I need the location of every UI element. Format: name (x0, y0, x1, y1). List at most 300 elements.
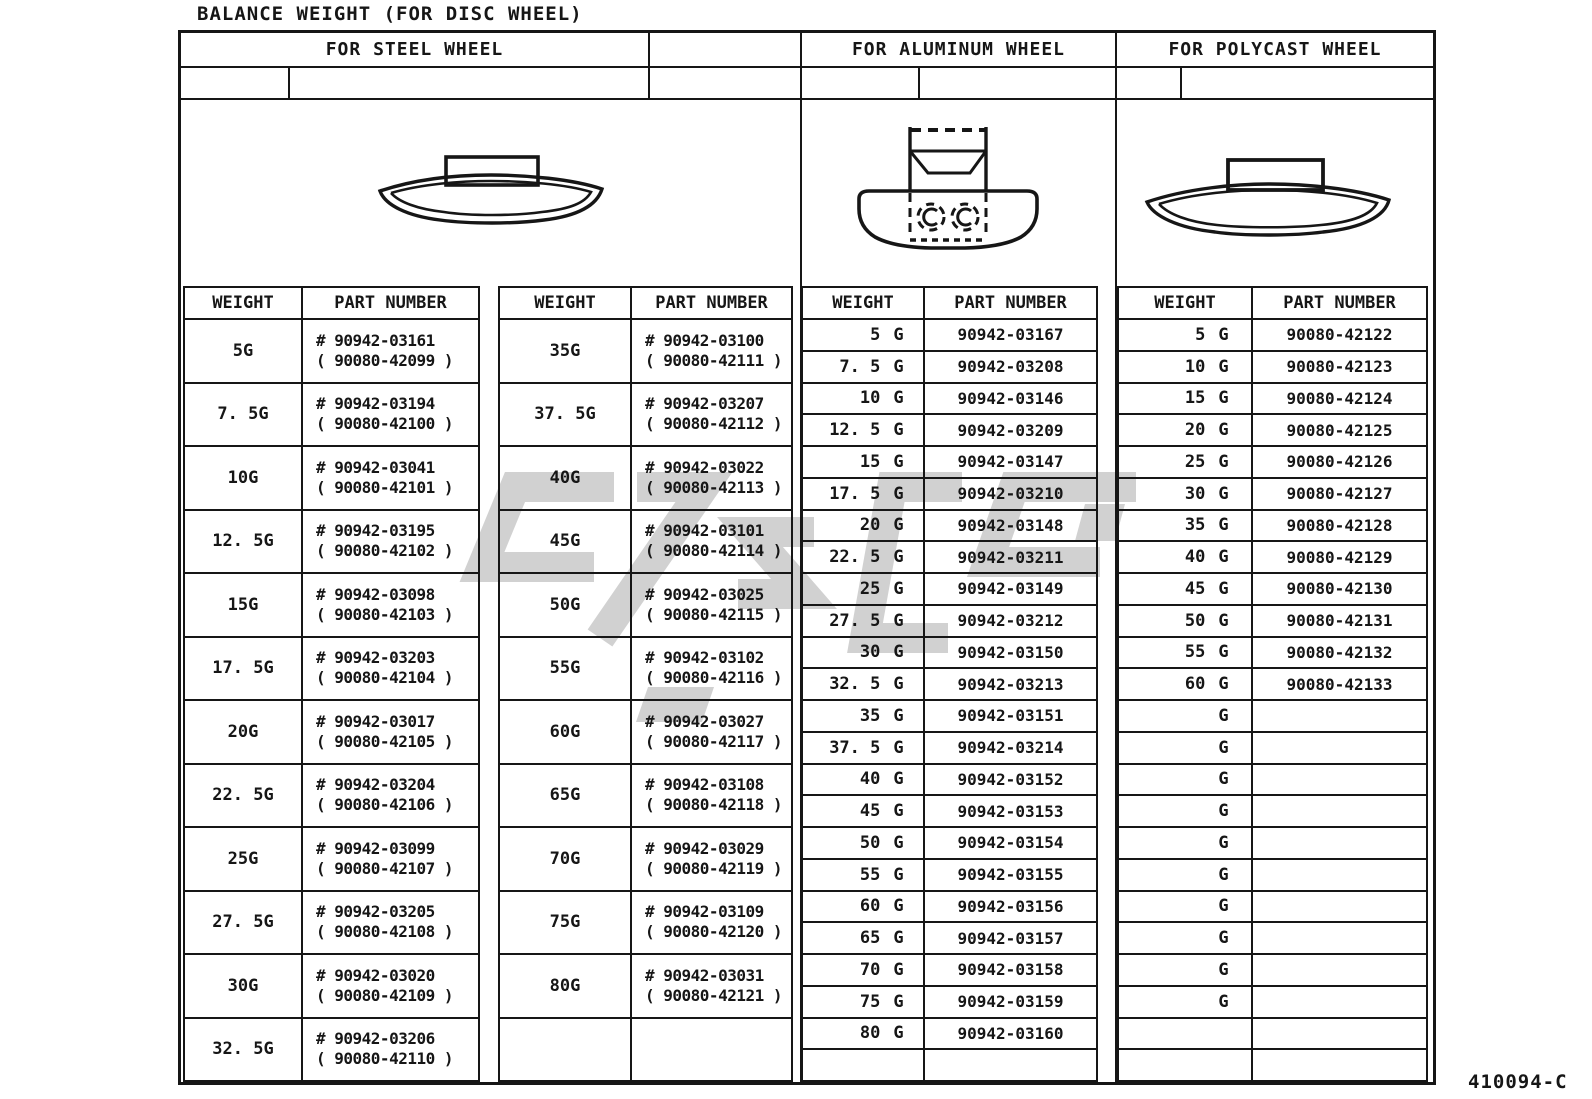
table-row (1119, 413, 1426, 445)
weight-cell: 10G (185, 447, 303, 509)
weight-cell (1119, 606, 1253, 636)
weight-unit: G (1218, 832, 1229, 853)
part-number-cell (1253, 892, 1426, 922)
weight-unit: G (893, 388, 904, 409)
weight-value: 45 (1184, 578, 1206, 599)
part-number-cell: 90942-03151 (957, 706, 1064, 726)
part-number-cell: 90942-03146 (957, 388, 1064, 408)
weight-cell (803, 638, 925, 668)
table-row (185, 763, 478, 827)
weight-value: 40 (1184, 547, 1206, 568)
weight-value: 7. 5 (839, 356, 881, 377)
steel-weight-diagram (376, 155, 606, 233)
weight-cell (1119, 1050, 1253, 1080)
part-number-cell (1253, 923, 1426, 953)
part-number-line: ( 90080-42116 ) (645, 668, 782, 688)
part-number-cell: 90080-42125 (1286, 420, 1393, 440)
part-number-cell (632, 828, 791, 890)
part-number-line: ( 90080-42100 ) (316, 414, 453, 434)
weight-unit: G (1218, 642, 1229, 663)
table-row (803, 858, 1096, 890)
divider-line (181, 98, 1433, 100)
weight-cell (803, 606, 925, 636)
part-number-cell: 90080-42133 (1286, 674, 1393, 694)
weight-unit: G (1218, 737, 1229, 758)
part-number-line: # 90942-03109 (645, 902, 764, 922)
part-number-line: ( 90080-42113 ) (645, 477, 782, 497)
table-row (1119, 699, 1426, 731)
weight-cell (803, 320, 925, 350)
table-row (803, 890, 1096, 922)
part-number-cell: 90942-03153 (957, 801, 1064, 821)
steel-weight-table-1 (183, 286, 480, 1082)
weight-cell: 15G (185, 574, 303, 636)
column-header-weight: WEIGHT (1119, 288, 1253, 318)
part-number-cell: 90942-03149 (957, 579, 1064, 599)
part-number-line: # 90942-03029 (645, 838, 764, 858)
weight-value: 17. 5 (829, 483, 881, 504)
weight-cell: 40G (500, 447, 632, 509)
column-header-row (1119, 288, 1426, 320)
weight-unit: G (1218, 991, 1229, 1012)
part-number-cell (632, 574, 791, 636)
weight-unit: G (893, 801, 904, 822)
part-number-cell (632, 892, 791, 954)
weight-value: 25 (859, 578, 881, 599)
table-row (185, 509, 478, 573)
part-number-line: ( 90080-42114 ) (645, 541, 782, 561)
column-header-weight: WEIGHT (500, 288, 632, 318)
weight-unit: G (893, 896, 904, 917)
part-number-cell: 90080-42130 (1286, 579, 1393, 599)
weight-cell (803, 352, 925, 382)
weight-unit: G (893, 705, 904, 726)
weight-unit: G (1218, 959, 1229, 980)
weight-unit: G (893, 928, 904, 949)
part-number-cell (1253, 860, 1426, 890)
table-row (1119, 953, 1426, 985)
table-rows (803, 320, 1096, 1080)
part-number-cell: 90942-03209 (957, 420, 1064, 440)
weight-cell (803, 415, 925, 445)
weight-unit: G (1218, 610, 1229, 631)
weight-value: 35 (1184, 515, 1206, 536)
weight-unit: G (1218, 420, 1229, 441)
table-row (1119, 320, 1426, 350)
table-row (803, 477, 1096, 509)
weight-unit: G (1218, 451, 1229, 472)
table-row (803, 445, 1096, 477)
weight-cell: 5G (185, 320, 303, 382)
table-row (803, 667, 1096, 699)
weight-cell: 27. 5G (185, 892, 303, 954)
part-number-line: # 90942-03206 (316, 1029, 435, 1049)
column-header-row (803, 288, 1096, 320)
weight-cell: 50G (500, 574, 632, 636)
part-number-cell: 90942-03213 (957, 674, 1064, 694)
table-row (1119, 731, 1426, 763)
weight-cell: 65G (500, 765, 632, 827)
table-row (803, 350, 1096, 382)
part-number-cell (303, 1019, 478, 1081)
part-number-cell: 90942-03155 (957, 865, 1064, 885)
part-number-line: ( 90080-42108 ) (316, 922, 453, 942)
table-row (803, 763, 1096, 795)
weight-cell: 35G (500, 320, 632, 382)
divider-line (288, 66, 290, 98)
weight-cell (1119, 765, 1253, 795)
part-number-cell: 90942-03154 (957, 833, 1064, 853)
part-number-cell: 90942-03156 (957, 896, 1064, 916)
table-row (1119, 604, 1426, 636)
weight-unit: G (893, 356, 904, 377)
weight-value: 40 (859, 769, 881, 790)
weight-cell (1119, 892, 1253, 922)
part-number-cell (303, 638, 478, 700)
table-row (500, 382, 791, 446)
weight-cell (1119, 511, 1253, 541)
part-number-cell (1253, 796, 1426, 826)
weight-value: 60 (1184, 674, 1206, 695)
part-number-cell: 90080-42131 (1286, 611, 1393, 631)
weight-value: 22. 5 (829, 547, 881, 568)
part-number-line: # 90942-03204 (316, 775, 435, 795)
weight-cell: 25G (185, 828, 303, 890)
table-row (185, 320, 478, 382)
table-row (500, 1017, 791, 1081)
weight-value: 25 (1184, 451, 1206, 472)
weight-cell (1119, 384, 1253, 414)
table-row (803, 1017, 1096, 1049)
weight-unit: G (893, 547, 904, 568)
weight-value: 70 (859, 959, 881, 980)
part-number-cell (303, 765, 478, 827)
weight-value: 30 (1184, 483, 1206, 504)
section-header-aluminum: FOR ALUMINUM WHEEL (851, 39, 1066, 60)
weight-cell (803, 892, 925, 922)
weight-value: 30 (859, 642, 881, 663)
weight-unit: G (893, 769, 904, 790)
weight-cell (500, 1019, 632, 1081)
part-number-cell: 90080-42124 (1286, 388, 1393, 408)
part-number-line: ( 90080-42109 ) (316, 985, 453, 1005)
weight-value: 55 (859, 864, 881, 885)
weight-value: 10 (1184, 356, 1206, 377)
part-number-line: # 90942-03101 (645, 521, 764, 541)
part-number-line: ( 90080-42118 ) (645, 795, 782, 815)
steel-weight-table-2 (498, 286, 793, 1082)
part-number-line: ( 90080-42111 ) (645, 350, 782, 370)
column-header-part-number: PART NUMBER (954, 293, 1067, 313)
part-number-cell (632, 955, 791, 1017)
part-number-cell (303, 955, 478, 1017)
part-number-cell: 90080-42127 (1286, 484, 1393, 504)
weight-unit: G (1218, 864, 1229, 885)
table-row (803, 699, 1096, 731)
part-number-line: ( 90080-42120 ) (645, 922, 782, 942)
table-row (803, 540, 1096, 572)
table-row (803, 921, 1096, 953)
divider-line (181, 66, 1433, 68)
part-number-line: ( 90080-42117 ) (645, 731, 782, 751)
part-number-cell (1253, 733, 1426, 763)
weight-value: 27. 5 (829, 610, 881, 631)
table-row (1119, 667, 1426, 699)
weight-unit: G (1218, 483, 1229, 504)
weight-value: 20 (859, 515, 881, 536)
weight-cell (1119, 860, 1253, 890)
table-row (500, 826, 791, 890)
weight-unit: G (1218, 356, 1229, 377)
weight-cell: 32. 5G (185, 1019, 303, 1081)
weight-cell: 30G (185, 955, 303, 1017)
part-number-line: # 90942-03022 (645, 457, 764, 477)
table-row (185, 572, 478, 636)
part-number-line: ( 90080-42112 ) (645, 414, 782, 434)
part-number-line: # 90942-03099 (316, 838, 435, 858)
part-number-cell (1253, 765, 1426, 795)
table-row (803, 604, 1096, 636)
part-number-line: # 90942-03194 (316, 394, 435, 414)
part-number-cell: 90080-42128 (1286, 515, 1393, 535)
weight-cell (1119, 1019, 1253, 1049)
table-row (500, 953, 791, 1017)
part-number-cell: 90942-03208 (957, 357, 1064, 377)
table-row (803, 636, 1096, 668)
weight-cell (803, 574, 925, 604)
weight-unit: G (1218, 705, 1229, 726)
table-row (500, 636, 791, 700)
weight-unit: G (1218, 928, 1229, 949)
weight-unit: G (893, 483, 904, 504)
part-number-cell (1253, 1019, 1426, 1049)
part-number-line: ( 90080-42101 ) (316, 477, 453, 497)
part-number-cell: 90942-03211 (957, 547, 1064, 567)
weight-unit: G (893, 642, 904, 663)
weight-value: 45 (859, 801, 881, 822)
table-row (500, 699, 791, 763)
table-row (803, 320, 1096, 350)
part-number-line: ( 90080-42121 ) (645, 985, 782, 1005)
part-number-cell (1253, 1050, 1426, 1080)
part-number-cell: 90080-42123 (1286, 357, 1393, 377)
weight-cell: 22. 5G (185, 765, 303, 827)
weight-cell (1119, 796, 1253, 826)
section-header-polycast: FOR POLYCAST WHEEL (1168, 39, 1382, 60)
part-number-cell (303, 574, 478, 636)
weight-cell (1119, 447, 1253, 477)
weight-cell (1119, 574, 1253, 604)
part-number-cell: 90080-42122 (1286, 325, 1393, 345)
table-row (803, 509, 1096, 541)
part-number-line: # 90942-03100 (645, 330, 764, 350)
table-row (803, 985, 1096, 1017)
part-number-cell: 90942-03210 (957, 484, 1064, 504)
part-number-line: ( 90080-42103 ) (316, 604, 453, 624)
divider-line (918, 66, 920, 98)
weight-unit: G (1218, 515, 1229, 536)
table-row (185, 445, 478, 509)
weight-cell (803, 511, 925, 541)
table-row (500, 572, 791, 636)
part-number-line: # 90942-03195 (316, 521, 435, 541)
part-number-cell (1253, 828, 1426, 858)
part-number-cell (303, 320, 478, 382)
table-row (1119, 1017, 1426, 1049)
weight-cell (803, 987, 925, 1017)
weight-cell: 7. 5G (185, 384, 303, 446)
part-number-cell (632, 447, 791, 509)
weight-cell (1119, 955, 1253, 985)
weight-cell: 12. 5G (185, 511, 303, 573)
column-header-weight: WEIGHT (185, 288, 303, 318)
weight-value: 50 (859, 832, 881, 853)
part-number-cell (632, 701, 791, 763)
weight-value: 32. 5 (829, 674, 881, 695)
part-number-line: ( 90080-42102 ) (316, 541, 453, 561)
weight-value: 55 (1184, 642, 1206, 663)
table-row (185, 1017, 478, 1081)
part-number-line: ( 90080-42119 ) (645, 858, 782, 878)
weight-cell (803, 765, 925, 795)
table-row (803, 572, 1096, 604)
part-number-line: # 90942-03205 (316, 902, 435, 922)
part-number-cell (1253, 701, 1426, 731)
part-number-cell (632, 765, 791, 827)
table-row (185, 826, 478, 890)
polycast-weight-table (1117, 286, 1428, 1082)
table-row (500, 890, 791, 954)
part-number-line: # 90942-03031 (645, 965, 764, 985)
part-number-cell (632, 1019, 791, 1081)
part-number-line: ( 90080-42106 ) (316, 795, 453, 815)
aluminum-weight-table (801, 286, 1098, 1082)
table-row (1119, 858, 1426, 890)
weight-value: 50 (1184, 610, 1206, 631)
weight-unit: G (893, 864, 904, 885)
part-number-cell (632, 320, 791, 382)
weight-value: 35 (859, 705, 881, 726)
weight-unit: G (893, 420, 904, 441)
table-row (1119, 477, 1426, 509)
weight-cell (803, 479, 925, 509)
table-row (1119, 445, 1426, 477)
weight-unit: G (893, 515, 904, 536)
part-number-cell: 90942-03160 (957, 1023, 1064, 1043)
weight-value: 12. 5 (829, 420, 881, 441)
table-row (803, 731, 1096, 763)
weight-value: 80 (859, 1023, 881, 1044)
table-row (185, 953, 478, 1017)
weight-cell (1119, 352, 1253, 382)
weight-unit: G (1218, 896, 1229, 917)
table-rows (500, 320, 791, 1080)
part-number-line: ( 90080-42110 ) (316, 1049, 453, 1069)
table-row (1119, 382, 1426, 414)
weight-cell (803, 384, 925, 414)
part-number-cell (303, 828, 478, 890)
weight-cell (1119, 987, 1253, 1017)
weight-cell: 70G (500, 828, 632, 890)
table-row (1119, 985, 1426, 1017)
weight-cell (1119, 320, 1253, 350)
weight-cell (1119, 828, 1253, 858)
weight-value: 37. 5 (829, 737, 881, 758)
aluminum-weight-diagram (853, 121, 1043, 266)
part-number-line: # 90942-03207 (645, 394, 764, 414)
part-number-line: # 90942-03098 (316, 584, 435, 604)
part-number-cell: 90942-03214 (957, 738, 1064, 758)
table-row (1119, 921, 1426, 953)
part-number-cell (632, 638, 791, 700)
part-number-cell (632, 384, 791, 446)
weight-value: 20 (1184, 420, 1206, 441)
part-number-cell: 90080-42129 (1286, 547, 1393, 567)
weight-cell (803, 828, 925, 858)
weight-unit: G (893, 832, 904, 853)
weight-cell: 80G (500, 955, 632, 1017)
part-number-line: ( 90080-42115 ) (645, 604, 782, 624)
weight-unit: G (1218, 547, 1229, 568)
part-number-cell: 90942-03157 (957, 928, 1064, 948)
weight-cell (1119, 701, 1253, 731)
table-rows (1119, 320, 1426, 1080)
table-row (1119, 350, 1426, 382)
table-row (803, 382, 1096, 414)
table-row (1119, 540, 1426, 572)
weight-cell (803, 796, 925, 826)
part-number-cell: 90080-42126 (1286, 452, 1393, 472)
part-number-cell: 90942-03158 (957, 960, 1064, 980)
table-row (803, 413, 1096, 445)
weight-cell (1119, 669, 1253, 699)
part-number-line: # 90942-03161 (316, 330, 435, 350)
part-number-line: # 90942-03020 (316, 965, 435, 985)
table-row (1119, 509, 1426, 541)
part-number-cell (925, 1050, 1096, 1080)
part-number-cell (632, 511, 791, 573)
weight-value: 65 (859, 928, 881, 949)
weight-unit: G (893, 991, 904, 1012)
table-row (1119, 794, 1426, 826)
weight-cell: 20G (185, 701, 303, 763)
part-number-line: # 90942-03025 (645, 584, 764, 604)
part-number-line: # 90942-03108 (645, 775, 764, 795)
weight-value: 60 (859, 896, 881, 917)
table-row (803, 953, 1096, 985)
column-header-part-number: PART NUMBER (1283, 293, 1396, 313)
weight-cell (803, 542, 925, 572)
table-row (185, 699, 478, 763)
part-number-cell: 90080-42132 (1286, 642, 1393, 662)
table-row (803, 826, 1096, 858)
part-number-line: ( 90080-42107 ) (316, 858, 453, 878)
weight-unit: G (1218, 674, 1229, 695)
column-header-row (500, 288, 791, 320)
weight-unit: G (1218, 324, 1229, 345)
divider-line (1180, 66, 1182, 98)
column-header-part-number: PART NUMBER (655, 293, 768, 313)
weight-cell (803, 923, 925, 953)
weight-unit: G (893, 674, 904, 695)
weight-value: 75 (859, 991, 881, 1012)
part-number-line: ( 90080-42104 ) (316, 668, 453, 688)
weight-unit: G (893, 737, 904, 758)
weight-cell: 45G (500, 511, 632, 573)
part-number-line: # 90942-03017 (316, 711, 435, 731)
weight-value: 10 (859, 388, 881, 409)
table-row (185, 636, 478, 700)
